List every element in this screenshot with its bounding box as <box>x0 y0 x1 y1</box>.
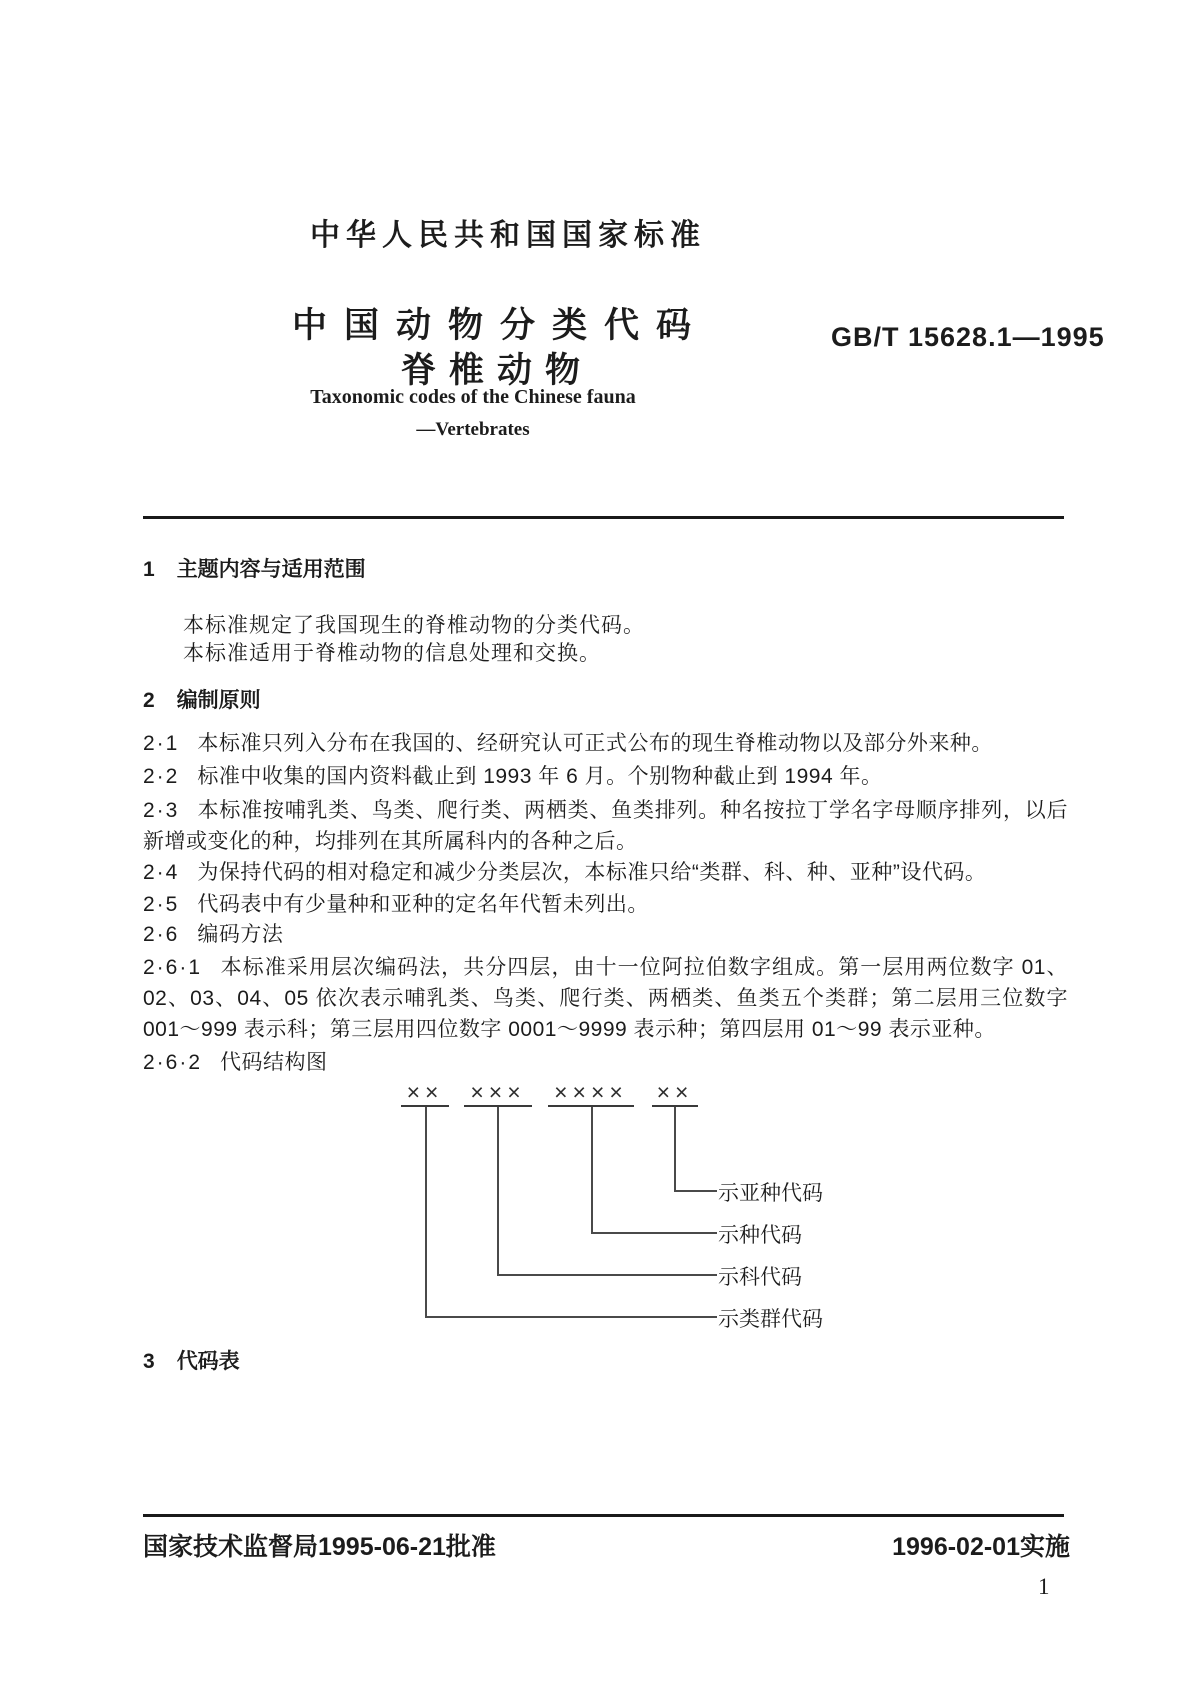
clause-2-6-2-number: 2·6·2 <box>143 1051 203 1074</box>
clause-2-3 <box>143 795 1068 857</box>
clause-2-6-2 <box>143 1047 1068 1078</box>
section-3-number: 3 <box>143 1350 155 1373</box>
section-3-heading <box>143 1345 240 1375</box>
national-standard-label: 中华人民共和国国家标准 <box>310 219 706 252</box>
diagram-label-subspecies-code: 示亚种代码 <box>718 1182 823 1205</box>
clause-2-6 <box>143 919 1068 950</box>
header-divider-rule <box>143 516 1064 519</box>
section-1-title: 主题内容与适用范围 <box>176 558 366 581</box>
clause-2-3-number: 2·3 <box>143 799 180 822</box>
section-2-number: 2 <box>143 689 155 712</box>
clause-2-1-number: 2·1 <box>143 732 180 755</box>
english-title: Taxonomic codes of the Chinese fauna <box>310 386 636 408</box>
clause-2-6-1-number: 2·6·1 <box>143 956 203 979</box>
section-1-heading <box>143 553 366 583</box>
clause-2-2-text: 标准中收集的国内资料截止到 1993 年 6 月。个别物种截止到 1994 年。 <box>197 765 883 788</box>
section-2-title: 编制原则 <box>176 689 261 712</box>
clause-2-4 <box>143 857 1068 888</box>
diagram-label-group-code: 示类群代码 <box>718 1308 823 1331</box>
approval-authority-date: 国家技术监督局1995-06-21批准 <box>143 1533 496 1561</box>
page-number: 1 <box>1038 1574 1050 1599</box>
section-1-number: 1 <box>143 558 155 581</box>
clause-2-6-1 <box>143 952 1068 1045</box>
code-digits-species: ×××× <box>548 1080 634 1107</box>
implementation-date: 1996-02-01实施 <box>892 1533 1070 1561</box>
section-1-paragraph-2: 本标准适用于脊椎动物的信息处理和交换。 <box>183 642 601 665</box>
clause-2-4-text: 为保持代码的相对稳定和减少分类层次，本标准只给“类群、科、种、亚种”设代码。 <box>197 861 987 884</box>
connector-subspecies-code <box>674 1107 717 1192</box>
document-title-line1: 中国动物分类代码 <box>292 306 709 345</box>
clause-2-2 <box>143 761 1068 792</box>
clause-2-1 <box>143 728 1068 759</box>
clause-2-4-number: 2·4 <box>143 861 180 884</box>
clause-2-6-2-text: 代码结构图 <box>220 1051 328 1074</box>
document-title-line2: 脊椎动物 <box>401 351 594 390</box>
english-subtitle: —Vertebrates <box>416 419 530 440</box>
code-digits-group: ×× <box>401 1080 449 1107</box>
clause-2-2-number: 2·2 <box>143 765 180 788</box>
clause-2-6-1-text: 本标准采用层次编码法，共分四层，由十一位阿拉伯数字组成。第一层用两位数字 01、02、03、04、05 依次表示哺乳类、鸟类、爬行类、两栖类、鱼类五个类群；第二层用三位数字 001～999 表示科；第三层用四位数字 0001～9999 表示种；第四层用 01～99 表示亚种。 <box>143 956 1068 1041</box>
standard-number: GB/T 15628.1—1995 <box>831 322 1105 352</box>
clause-2-5-number: 2·5 <box>143 893 180 916</box>
section-3-title: 代码表 <box>176 1350 240 1373</box>
section-1-paragraph-1: 本标准规定了我国现生的脊椎动物的分类代码。 <box>183 614 645 637</box>
diagram-label-family-code: 示科代码 <box>718 1266 802 1289</box>
code-digits-family: ××× <box>464 1080 532 1107</box>
clause-2-6-number: 2·6 <box>143 923 180 946</box>
clause-2-1-text: 本标准只列入分布在我国的、经研究认可正式公布的现生脊椎动物以及部分外来种。 <box>197 732 993 755</box>
code-digits-subspecies: ×× <box>652 1080 698 1107</box>
clause-2-5 <box>143 889 1068 920</box>
section-2-heading <box>143 684 261 714</box>
clause-2-6-text: 编码方法 <box>197 923 284 946</box>
clause-2-3-text: 本标准按哺乳类、鸟类、爬行类、两栖类、鱼类排列。种名按拉丁学名字母顺序排列，以后新增或变化的种，均排列在其所属科内的各种之后。 <box>143 799 1068 853</box>
diagram-label-species-code: 示种代码 <box>718 1224 802 1247</box>
footer-divider-rule <box>143 1514 1064 1517</box>
clause-2-5-text: 代码表中有少量种和亚种的定名年代暂未列出。 <box>197 893 649 916</box>
